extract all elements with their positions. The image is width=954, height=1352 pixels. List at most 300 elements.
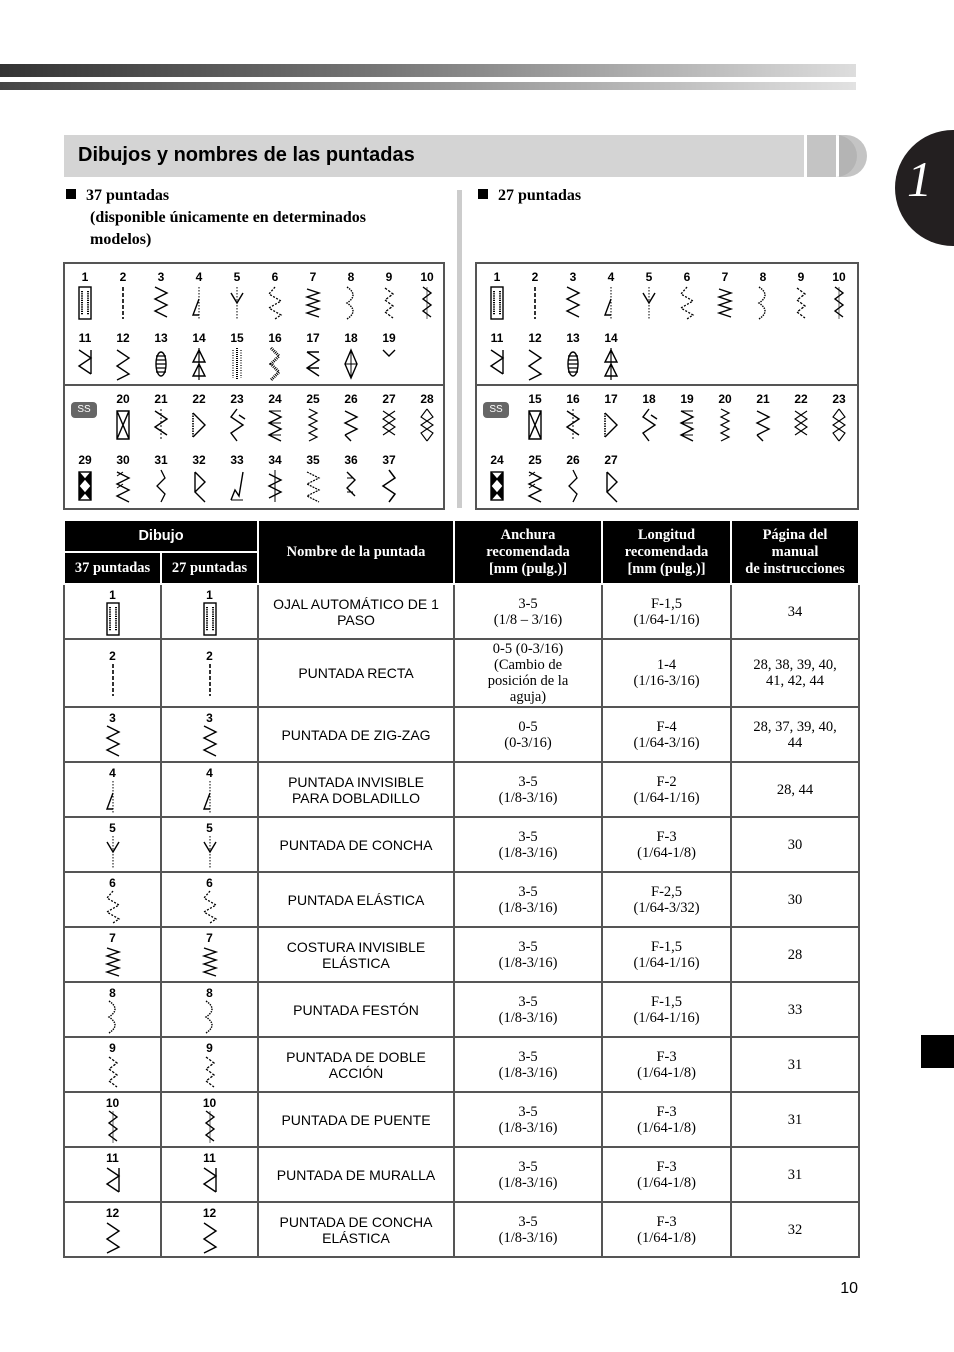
cell-longitud: F-1,5 (1/64-1/16) <box>602 927 731 982</box>
stitch-number: 21 <box>154 392 168 406</box>
cell-anchura: 0-5 (0-3/16) (Cambio de posición de la aguja) <box>454 639 602 707</box>
cell-pagina: 28 <box>731 927 859 982</box>
stitch-pattern-icon <box>73 285 97 321</box>
stitch-number: 6 <box>271 270 279 284</box>
stitch-pattern-icon <box>198 999 222 1035</box>
stitch-number: 25 <box>306 392 320 406</box>
cell-pagina: 28, 38, 39, 40, 41, 42, 44 <box>731 639 859 707</box>
stitch-number: 17 <box>306 331 320 345</box>
stitch-pattern-icon <box>198 662 222 698</box>
stitch-pattern-icon <box>561 468 585 504</box>
stitch-pattern-icon <box>187 346 211 382</box>
stitch-cell-9 <box>782 270 820 328</box>
stitch-pattern-icon <box>485 468 509 504</box>
cell-dibujo-27: 3 <box>161 707 258 762</box>
stitch-cell-15 <box>218 331 256 389</box>
stitch-cell-18 <box>630 392 668 450</box>
stitch-cell-14 <box>180 331 218 389</box>
stitch-pattern-icon <box>198 944 222 980</box>
table-row <box>64 817 859 872</box>
table-row <box>64 584 859 639</box>
table-row <box>64 927 859 982</box>
section-title: Dibujos y nombres de las puntadas <box>78 144 415 166</box>
stitch-panel-37 <box>63 262 445 510</box>
cell-dibujo-37: 6 <box>64 872 161 927</box>
cell-nombre: PUNTADA ELÁSTICA <box>258 872 454 927</box>
chapter-number: 1 <box>907 151 932 207</box>
stitch-cell-21 <box>142 392 180 450</box>
stitch-pattern-icon <box>101 999 125 1035</box>
stitch-number: 23 <box>832 392 846 406</box>
stitch-number: 6 <box>683 270 691 284</box>
stitch-pattern-icon <box>198 1164 222 1200</box>
stitch-cell-18 <box>332 331 370 389</box>
stitch-cell-13 <box>554 331 592 389</box>
stitch-pattern-icon <box>263 285 287 321</box>
stitch-cell-31 <box>142 453 180 511</box>
cell-anchura: 3-5 (1/8-3/16) <box>454 762 602 817</box>
cell-nombre: PUNTADA DE ZIG-ZAG <box>258 707 454 762</box>
stitch-cell-37 <box>370 453 408 511</box>
stitch-cell-22 <box>180 392 218 450</box>
cell-anchura: 3-5 (1/8-3/16) <box>454 1147 602 1202</box>
stitch-pattern-icon <box>225 346 249 382</box>
stitch-number: 34 <box>268 453 282 467</box>
stitch-pattern-icon <box>101 662 125 698</box>
stitch-number: 20 <box>116 392 130 406</box>
stitch-pattern-icon <box>187 407 211 443</box>
stitch-number: 23 <box>230 392 244 406</box>
stitch-pattern-icon <box>198 1109 222 1145</box>
stitch-pattern-icon <box>101 779 125 815</box>
stitch-pattern-icon <box>599 346 623 382</box>
cell-anchura: 3-5 (1/8 – 3/16) <box>454 584 602 639</box>
table-row <box>64 707 859 762</box>
stitch-pattern-icon <box>301 285 325 321</box>
stitch-cell-15 <box>516 392 554 450</box>
cell-dibujo-27: 12 <box>161 1202 258 1257</box>
stitch-pattern-icon <box>149 407 173 443</box>
table-row <box>64 1092 859 1147</box>
cell-anchura: 3-5 (1/8-3/16) <box>454 927 602 982</box>
cell-pagina: 28, 44 <box>731 762 859 817</box>
stitch-number: 13 <box>566 331 580 345</box>
stitch-pattern-icon <box>73 346 97 382</box>
stitch-number: 12 <box>528 331 542 345</box>
stitch-cell-14 <box>592 331 630 389</box>
cell-dibujo-37: 12 <box>64 1202 161 1257</box>
cell-nombre: PUNTADA DE PUENTE <box>258 1092 454 1147</box>
cell-dibujo-37: 2 <box>64 639 161 707</box>
stitch-number: 7 <box>309 270 317 284</box>
cell-dibujo-27: 7 <box>161 927 258 982</box>
stitch-pattern-icon <box>751 285 775 321</box>
page-number: 10 <box>840 1280 858 1297</box>
stitch-pattern-icon <box>561 346 585 382</box>
stitch-pattern-icon <box>149 285 173 321</box>
stitch-pattern-icon <box>523 285 547 321</box>
stitch-cell-27 <box>592 453 630 511</box>
stitch-number: 20 <box>718 392 732 406</box>
table-row <box>64 639 859 707</box>
cell-dibujo-37: 7 <box>64 927 161 982</box>
stitch-pattern-icon <box>101 724 125 760</box>
stitch-pattern-icon <box>111 285 135 321</box>
stitch-pattern-icon <box>599 285 623 321</box>
stitch-number: 19 <box>680 392 694 406</box>
stitch-cell-1 <box>66 270 104 328</box>
stitch-pattern-icon <box>187 468 211 504</box>
stitch-pattern-icon <box>101 1219 125 1255</box>
stitch-number: 2 <box>531 270 539 284</box>
stitch-cell-25 <box>294 392 332 450</box>
stitch-number: 15 <box>528 392 542 406</box>
cell-longitud: F-4 (1/64-3/16) <box>602 707 731 762</box>
stitch-cell-21 <box>744 392 782 450</box>
stitch-pattern-icon <box>263 407 287 443</box>
stitch-number: 7 <box>721 270 729 284</box>
stitch-number: 5 <box>645 270 653 284</box>
stitch-number: 30 <box>116 453 130 467</box>
header-nombre: Nombre de la puntada <box>258 520 454 584</box>
chapter-tab <box>895 130 954 246</box>
stitch-pattern-icon <box>111 346 135 382</box>
stitch-cell-20 <box>104 392 142 450</box>
stitch-number: 14 <box>604 331 618 345</box>
stitch-pattern-icon <box>415 285 439 321</box>
stitch-pattern-icon <box>111 407 135 443</box>
stitch-number: 1 <box>81 270 89 284</box>
cell-longitud: F-3 (1/64-1/8) <box>602 1092 731 1147</box>
stitch-cell-4 <box>180 270 218 328</box>
stitch-cell-26 <box>554 453 592 511</box>
stitch-number: 18 <box>344 331 358 345</box>
stitch-cell-6 <box>668 270 706 328</box>
cell-anchura: 3-5 (1/8-3/16) <box>454 1037 602 1092</box>
ss-badge: SS <box>71 402 97 418</box>
stitch-pattern-icon <box>675 407 699 443</box>
table-row <box>64 1202 859 1257</box>
stitch-cell-32 <box>180 453 218 511</box>
table-row <box>64 1147 859 1202</box>
stitch-pattern-icon <box>101 1164 125 1200</box>
cell-longitud: F-3 (1/64-1/8) <box>602 1037 731 1092</box>
cell-dibujo-27: 1 <box>161 584 258 639</box>
stitch-number: 17 <box>604 392 618 406</box>
stitch-cell-12 <box>516 331 554 389</box>
stitch-pattern-icon <box>149 468 173 504</box>
cell-longitud: F-3 (1/64-1/8) <box>602 1147 731 1202</box>
stitch-cell-23 <box>820 392 858 450</box>
stitch-cell-2 <box>104 270 142 328</box>
table-row <box>64 762 859 817</box>
stitch-pattern-icon <box>225 468 249 504</box>
stitch-number: 4 <box>195 270 203 284</box>
table-row <box>64 982 859 1037</box>
stitch-cell-16 <box>256 331 294 389</box>
side-thumb-marker <box>921 1035 954 1068</box>
stitch-number: 21 <box>756 392 770 406</box>
cell-dibujo-37: 5 <box>64 817 161 872</box>
stitch-number: 12 <box>116 331 130 345</box>
stitch-pattern-icon <box>101 601 125 637</box>
stitch-pattern-icon <box>751 407 775 443</box>
stitch-number: 35 <box>306 453 320 467</box>
stitch-number: 2 <box>119 270 127 284</box>
left-panel-heading: 37 puntadas (disponible únicamente en determinados modelos) <box>66 185 366 251</box>
stitch-number: 14 <box>192 331 206 345</box>
stitch-cell-1 <box>478 270 516 328</box>
table-row <box>64 872 859 927</box>
stitch-number: 31 <box>154 453 168 467</box>
stitch-pattern-icon <box>561 285 585 321</box>
stitch-cell-24 <box>478 453 516 511</box>
header-27-puntadas: 27 puntadas <box>161 552 258 584</box>
stitch-number: 5 <box>233 270 241 284</box>
cell-pagina: 34 <box>731 584 859 639</box>
stitch-cell-10 <box>820 270 858 328</box>
stitch-cell-11 <box>66 331 104 389</box>
stitch-cell-9 <box>370 270 408 328</box>
cell-dibujo-37: 11 <box>64 1147 161 1202</box>
stitch-number: 32 <box>192 453 206 467</box>
stitch-cell-12 <box>104 331 142 389</box>
stitch-number: 22 <box>192 392 206 406</box>
stitch-number: 10 <box>420 270 434 284</box>
stitch-cell-5 <box>218 270 256 328</box>
cell-dibujo-37: 8 <box>64 982 161 1037</box>
stitch-pattern-icon <box>789 407 813 443</box>
cell-dibujo-27: 2 <box>161 639 258 707</box>
cell-dibujo-27: 8 <box>161 982 258 1037</box>
cell-dibujo-27: 5 <box>161 817 258 872</box>
cell-pagina: 31 <box>731 1037 859 1092</box>
stitch-number: 29 <box>78 453 92 467</box>
stitch-pattern-icon <box>198 779 222 815</box>
cell-anchura: 3-5 (1/8-3/16) <box>454 1092 602 1147</box>
right-panel-heading: 27 puntadas <box>478 185 581 207</box>
stitch-number: 33 <box>230 453 244 467</box>
stitch-pattern-icon <box>263 346 287 382</box>
stitch-cell-4 <box>592 270 630 328</box>
cell-pagina: 32 <box>731 1202 859 1257</box>
stitch-number: 19 <box>382 331 396 345</box>
stitch-number: 13 <box>154 331 168 345</box>
stitch-number: 3 <box>157 270 165 284</box>
cell-nombre: OJAL AUTOMÁTICO DE 1 PASO <box>258 584 454 639</box>
stitch-pattern-icon <box>523 468 547 504</box>
stitch-pattern-icon <box>101 1109 125 1145</box>
stitch-cell-19 <box>668 392 706 450</box>
cell-nombre: PUNTADA RECTA <box>258 639 454 707</box>
cell-dibujo-27: 9 <box>161 1037 258 1092</box>
stitch-cell-24 <box>256 392 294 450</box>
stitch-number: 36 <box>344 453 358 467</box>
stitch-pattern-icon <box>789 285 813 321</box>
stitch-pattern-icon <box>523 346 547 382</box>
cell-dibujo-37: 10 <box>64 1092 161 1147</box>
stitch-number: 37 <box>382 453 396 467</box>
stitch-cell-7 <box>706 270 744 328</box>
stitch-cell-13 <box>142 331 180 389</box>
cell-dibujo-37: 4 <box>64 762 161 817</box>
section-header <box>64 135 854 177</box>
stitch-cell-2 <box>516 270 554 328</box>
stitch-pattern-icon <box>485 285 509 321</box>
stitch-cell-29 <box>66 453 104 511</box>
header-37-puntadas: 37 puntadas <box>64 552 161 584</box>
cell-pagina: 30 <box>731 872 859 927</box>
cell-longitud: F-3 (1/64-1/8) <box>602 1202 731 1257</box>
stitch-pattern-icon <box>637 407 661 443</box>
stitch-cell-3 <box>554 270 592 328</box>
column-separator <box>457 190 462 508</box>
stitch-number: 11 <box>78 331 92 345</box>
stitch-pattern-icon <box>637 285 661 321</box>
stitch-cell-5 <box>630 270 668 328</box>
stitch-pattern-icon <box>225 285 249 321</box>
cell-anchura: 3-5 (1/8-3/16) <box>454 982 602 1037</box>
top-decorative-band <box>0 64 856 92</box>
stitch-cell-20 <box>706 392 744 450</box>
stitch-number: 25 <box>528 453 542 467</box>
stitch-number: 11 <box>490 331 504 345</box>
cell-anchura: 3-5 (1/8-3/16) <box>454 817 602 872</box>
stitch-number: 8 <box>759 270 767 284</box>
stitch-number: 28 <box>420 392 434 406</box>
stitch-pattern-icon <box>111 468 135 504</box>
cell-dibujo-27: 4 <box>161 762 258 817</box>
stitch-cell-19 <box>370 331 408 389</box>
stitch-cell-11 <box>478 331 516 389</box>
stitch-pattern-icon <box>101 889 125 925</box>
stitch-cell-17 <box>592 392 630 450</box>
cell-pagina: 33 <box>731 982 859 1037</box>
stitch-pattern-icon <box>339 407 363 443</box>
stitch-pattern-icon <box>713 407 737 443</box>
cell-longitud: F-2 (1/64-1/16) <box>602 762 731 817</box>
stitch-cell-30 <box>104 453 142 511</box>
stitch-number: 18 <box>642 392 656 406</box>
ss-badge: SS <box>483 402 509 418</box>
cell-dibujo-37: 3 <box>64 707 161 762</box>
cell-longitud: F-3 (1/64-1/8) <box>602 817 731 872</box>
stitch-cell-8 <box>744 270 782 328</box>
stitch-number: 16 <box>566 392 580 406</box>
stitch-pattern-icon <box>198 834 222 870</box>
stitch-cell-27 <box>370 392 408 450</box>
stitch-number: 15 <box>230 331 244 345</box>
stitch-pattern-icon <box>377 407 401 443</box>
cell-pagina: 31 <box>731 1147 859 1202</box>
header-anchura: Anchura recomendada [mm (pulg.)] <box>454 520 602 584</box>
stitch-cell-8 <box>332 270 370 328</box>
stitch-panel-27 <box>475 262 859 510</box>
stitch-cell-6 <box>256 270 294 328</box>
stitch-pattern-icon <box>301 346 325 382</box>
cell-nombre: PUNTADA DE CONCHA ELÁSTICA <box>258 1202 454 1257</box>
stitch-pattern-icon <box>339 346 363 382</box>
stitch-cell-28 <box>408 392 446 450</box>
cell-dibujo-37: 9 <box>64 1037 161 1092</box>
stitch-pattern-icon <box>377 285 401 321</box>
stitch-number: 26 <box>344 392 358 406</box>
cell-anchura: 3-5 (1/8-3/16) <box>454 1202 602 1257</box>
header-dibujo: Dibujo <box>64 520 258 552</box>
cell-pagina: 30 <box>731 817 859 872</box>
stitch-number: 24 <box>268 392 282 406</box>
stitch-pattern-icon <box>187 285 211 321</box>
stitch-pattern-icon <box>675 285 699 321</box>
stitch-number: 3 <box>569 270 577 284</box>
cell-nombre: PUNTADA DE CONCHA <box>258 817 454 872</box>
stitch-pattern-icon <box>301 468 325 504</box>
stitch-number: 24 <box>490 453 504 467</box>
cell-dibujo-37: 1 <box>64 584 161 639</box>
stitch-pattern-icon <box>485 346 509 382</box>
stitch-pattern-icon <box>149 346 173 382</box>
stitch-pattern-icon <box>198 1219 222 1255</box>
bullet-square-icon <box>66 189 76 199</box>
stitch-pattern-icon <box>713 285 737 321</box>
stitch-pattern-icon <box>599 407 623 443</box>
cell-dibujo-27: 10 <box>161 1092 258 1147</box>
stitch-number: 16 <box>268 331 282 345</box>
stitch-pattern-icon <box>225 407 249 443</box>
stitch-pattern-icon <box>339 468 363 504</box>
stitch-pattern-icon <box>377 346 401 382</box>
stitch-pattern-icon <box>263 468 287 504</box>
stitch-pattern-icon <box>377 468 401 504</box>
stitch-pattern-icon <box>198 601 222 637</box>
stitch-cell-34 <box>256 453 294 511</box>
stitch-pattern-icon <box>101 834 125 870</box>
stitch-cell-36 <box>332 453 370 511</box>
stitch-number: 22 <box>794 392 808 406</box>
stitch-cell-23 <box>218 392 256 450</box>
bullet-square-icon <box>478 189 488 199</box>
stitch-pattern-icon <box>301 407 325 443</box>
header-pagina: Página del manual de instrucciones <box>731 520 859 584</box>
stitch-cell-10 <box>408 270 446 328</box>
stitch-cell-25 <box>516 453 554 511</box>
stitch-pattern-icon <box>599 468 623 504</box>
stitch-pattern-icon <box>561 407 585 443</box>
stitch-pattern-icon <box>198 1054 222 1090</box>
cell-nombre: PUNTADA DE MURALLA <box>258 1147 454 1202</box>
stitch-number: 9 <box>797 270 805 284</box>
cell-dibujo-27: 11 <box>161 1147 258 1202</box>
cell-longitud: F-2,5 (1/64-3/32) <box>602 872 731 927</box>
stitch-pattern-icon <box>101 1054 125 1090</box>
stitch-pattern-icon <box>198 724 222 760</box>
stitch-cell-22 <box>782 392 820 450</box>
cell-nombre: PUNTADA FESTÓN <box>258 982 454 1037</box>
stitch-pattern-icon <box>339 285 363 321</box>
stitch-table <box>63 519 860 1258</box>
stitch-cell-7 <box>294 270 332 328</box>
cell-nombre: PUNTADA INVISIBLE PARA DOBLADILLO <box>258 762 454 817</box>
stitch-number: 1 <box>493 270 501 284</box>
stitch-pattern-icon <box>415 407 439 443</box>
cell-anchura: 3-5 (1/8-3/16) <box>454 872 602 927</box>
stitch-cell-16 <box>554 392 592 450</box>
cell-nombre: PUNTADA DE DOBLE ACCIÓN <box>258 1037 454 1092</box>
cell-pagina: 28, 37, 39, 40, 44 <box>731 707 859 762</box>
stitch-pattern-icon <box>73 468 97 504</box>
stitch-number: 4 <box>607 270 615 284</box>
cell-longitud: 1-4 (1/16-3/16) <box>602 639 731 707</box>
